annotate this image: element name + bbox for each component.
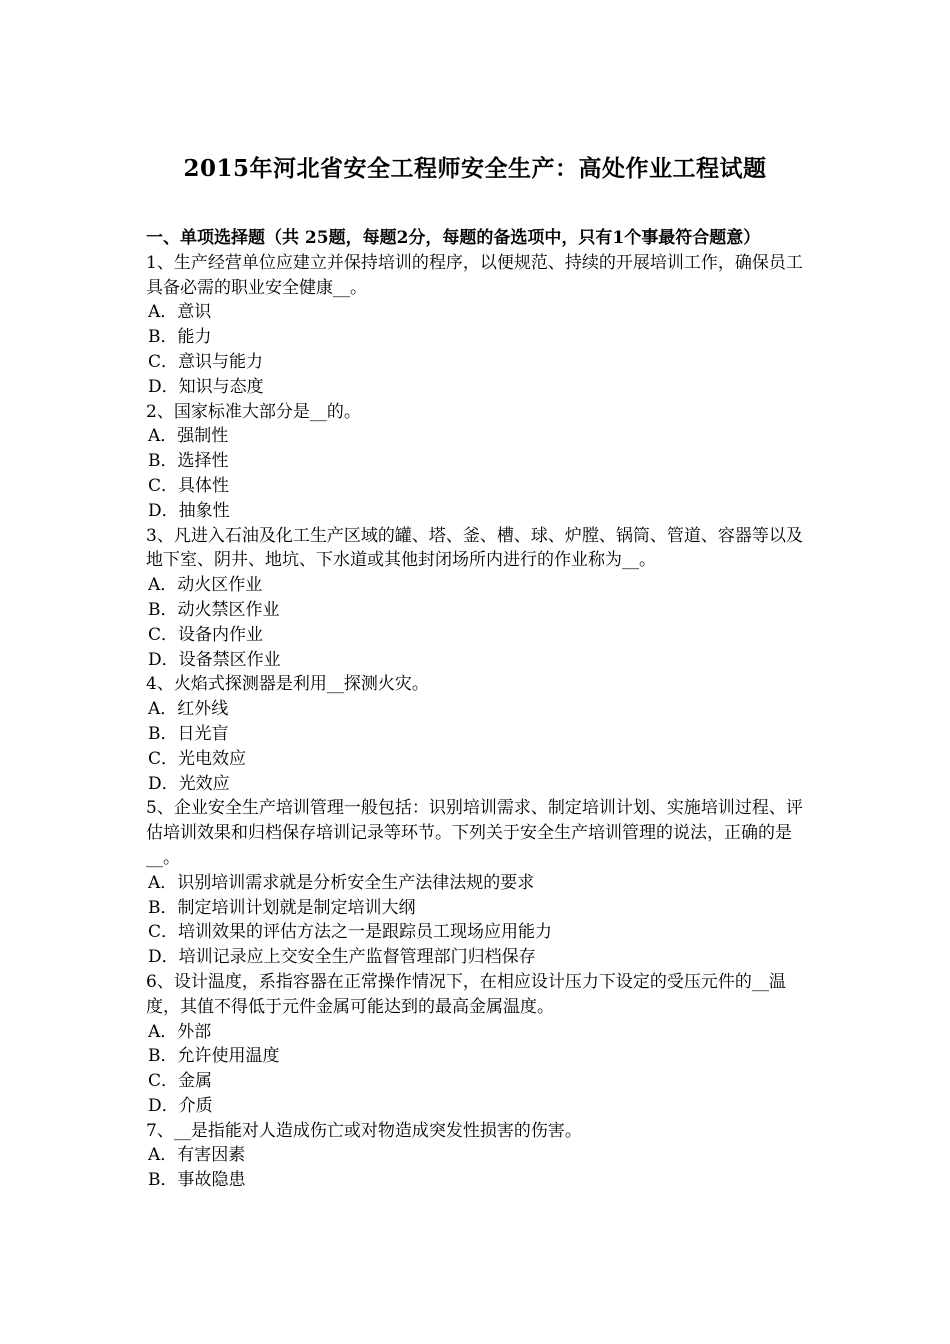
question-stem: 5、企业安全生产培训管理一般包括：识别培训需求、制定培训计划、实施培训过程、评估培训效果和归档保存培训记录等环节。下列关于安全生产培训管理的说法，正确的是__。: [146, 798, 803, 868]
option-b: B．动火禁区作业: [148, 599, 280, 620]
question-block: [146, 672, 810, 796]
option-d: D．抽象性: [148, 500, 230, 521]
option-d: D．知识与态度: [148, 376, 264, 397]
option-d: D．培训记录应上交安全生产监督管理部门归档保存: [148, 947, 536, 968]
option-c: C．光电效应: [148, 748, 247, 769]
document-title: 2015年河北省安全工程师安全生产：高处作业工程试题: [183, 155, 767, 182]
option-c: C．设备内作业: [148, 624, 264, 645]
option-b: B．允许使用温度: [148, 1046, 280, 1067]
option-a: A．动火区作业: [148, 575, 263, 596]
option-a: A．意识: [148, 302, 212, 323]
option-d: D．介质: [148, 1095, 213, 1116]
option-a: A．强制性: [148, 426, 229, 447]
question-stem: 2、国家标准大部分是__的。: [146, 401, 361, 422]
section-heading: 一、单项选择题（共 25题，每题2分，每题的备选项中，只有1个事最符合题意）: [146, 228, 761, 248]
option-c: C．金属: [148, 1071, 213, 1092]
question-stem: 4、火焰式探测器是利用__探测火灾。: [146, 674, 429, 695]
option-a: A．外部: [148, 1021, 212, 1042]
option-b: B．事故隐患: [148, 1170, 246, 1191]
question-block: [146, 1119, 810, 1193]
option-b: B．选择性: [148, 451, 229, 472]
question-stem: 6、设计温度，系指容器在正常操作情况下，在相应设计压力下设定的受压元件的__温度，其值不得低于元件金属可能达到的最高金属温度。: [146, 971, 786, 1017]
option-d: D．设备禁区作业: [148, 649, 281, 670]
question-block: [146, 796, 810, 970]
question-stem: 1、生产经营单位应建立并保持培训的程序，以便规范、持续的开展培训工作，确保员工具备必需的职业安全健康__。: [146, 252, 803, 298]
option-a: A．有害因素: [148, 1145, 246, 1166]
option-c: C．具体性: [148, 475, 230, 496]
option-d: D．光效应: [148, 773, 230, 794]
question-stem: 7、__是指能对人造成伤亡或对物造成突发性损害的伤害。: [146, 1120, 582, 1141]
question-block: [146, 251, 810, 400]
question-block: [146, 970, 810, 1119]
option-b: B．日光盲: [148, 723, 229, 744]
option-b: B．能力: [148, 327, 212, 348]
question-block: [146, 400, 810, 524]
option-a: A．红外线: [148, 699, 229, 720]
option-c: C．培训效果的评估方法之一是跟踪员工现场应用能力: [148, 922, 553, 943]
option-a: A．识别培训需求就是分析安全生产法律法规的要求: [148, 872, 535, 893]
question-block: [146, 524, 810, 673]
document-body: [146, 226, 810, 1193]
option-b: B．制定培训计划就是制定培训大纲: [148, 897, 416, 918]
question-stem: 3、凡进入石油及化工生产区域的罐、塔、釜、槽、球、炉膛、锅筒、管道、容器等以及地下室、阴井、地坑、下水道或其他封闭场所内进行的作业称为__。: [146, 525, 803, 571]
option-c: C．意识与能力: [148, 351, 264, 372]
